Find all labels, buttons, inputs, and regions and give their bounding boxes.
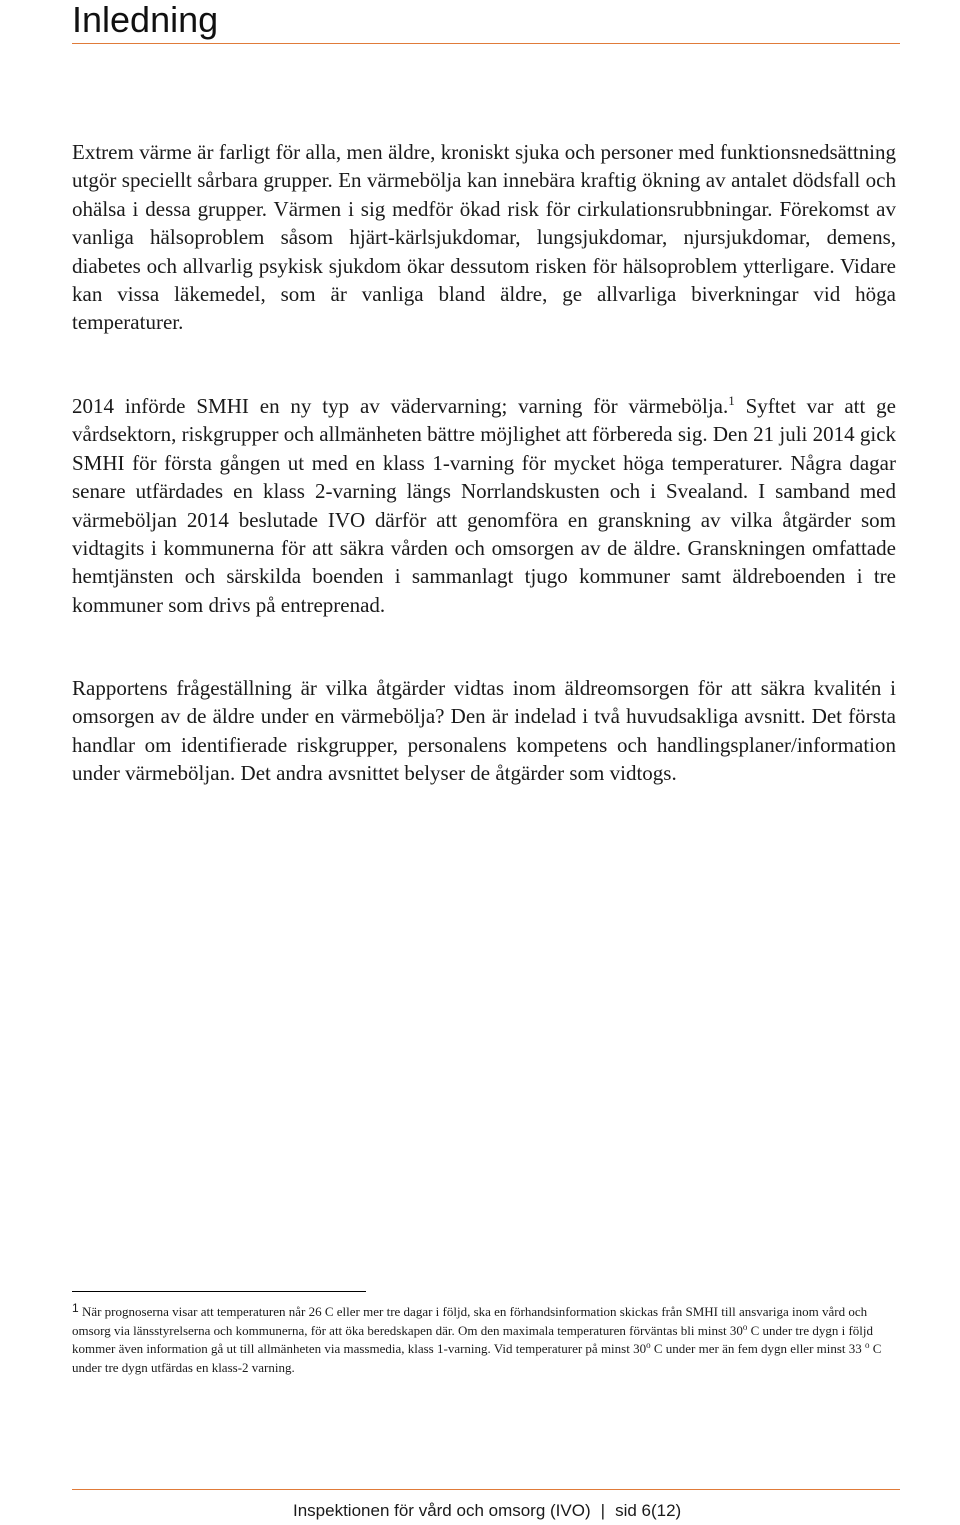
footer-page-number: sid 6(12) [615, 1501, 682, 1520]
footer-divider [72, 1489, 900, 1490]
footnote-divider [72, 1291, 366, 1292]
degree-mark: o [646, 1340, 651, 1351]
footnote-text-c: C under mer än fem dygn eller minst 33 [650, 1341, 866, 1357]
degree-mark: o [865, 1340, 870, 1351]
page-heading: Inledning [72, 0, 219, 40]
degree-mark: o [742, 1321, 748, 1332]
paragraph-intro: Extrem värme är farligt för alla, men äldre, kroniskt sjuka och personer med funktionsnedsättning utgör speciellt sårbara grupper. En värmebölja kan innebära kraftig ökning av antalet dödsfall och ohälsa i dessa grupper. Värmen i sig medför ökad risk för cirkulationsrubbningar. Förekomst av vanliga hälsoproblem såsom hjärt-kärlsjukdomar, lungsjukdomar, njursjukdomar, demens, diabetes och allvarlig psykisk sjukdom ökar dessutom risken för hälsoproblem ytterligare. Vidare kan vissa läkemedel, som är vanliga bland äldre, ge allvarliga biverkningar vid höga temperaturer. [72, 140, 896, 335]
paragraph-smhi-text-1: 2014 införde SMHI en ny typ av vädervarning; varning för värmebölja. [72, 394, 729, 418]
footnote [72, 1303, 892, 1377]
heading-divider [72, 43, 900, 44]
footer-separator: | [600, 1501, 606, 1520]
paragraph-smhi-text-2: Syftet var att ge vårdsektorn, riskgrupper och allmänheten bättre möjlighet att förbereda sig. Den 21 juli 2014 gick SMHI för första gången ut med en klass 1-varning för mycket höga temperaturer. Några dagar senare utfärdades en klass 2-varning längs Norrlandskusten och i Svealand. I samband med värmeböljan 2014 beslutade IVO därför att genomföra en granskning av vilka åtgärder som vidtagits i kommunerna för att säkra vården och omsorgen av de äldre. Granskningen omfattade hemtjänsten och särskilda boenden i sammanlagt tjugo kommuner samt äldreboenden i tre kommuner som drivs på entreprenad. [72, 394, 897, 617]
footnote-text-b: C under tre dygn i följd kommer även information gå ut till allmänheten via massmedia, klass 1-varning. Vid temperaturer på minst 30 [72, 1322, 874, 1357]
footnote-reference[interactable]: 1 [728, 393, 735, 408]
paragraph-smhi-warning [72, 392, 896, 619]
paragraph-report-question: Rapportens frågeställning är vilka åtgärder vidtas inom äldreomsorgen för att säkra kvalitén i omsorgen av de äldre under en värmebölja? Den är indelad i två huvudsakliga avsnitt. Det första handlar om identifierade riskgrupper, personalens kompetens och handlingsplaner/information under värmeböljan. Det andra avsnittet belyser de åtgärder som vidtogs. [72, 676, 896, 786]
page-footer [293, 1500, 681, 1522]
footnote-text-d: C under tre dygn utfärdas en klass-2 varning. [72, 1341, 882, 1375]
footnote-text-a: När prognoserna visar att temperaturen når 26 C eller mer tre dagar i följd, ska en förhandsinformation skickas från SMHI till ansvariga inom vård och omsorg via länsstyrelserna och kommunerna, för att öka beredskapen där. Om den maximala temperaturen förväntas bli minst 30 [72, 1304, 868, 1338]
footer-org: Inspektionen för vård och omsorg (IVO) [293, 1501, 591, 1520]
footnote-number: 1 [72, 1301, 79, 1315]
